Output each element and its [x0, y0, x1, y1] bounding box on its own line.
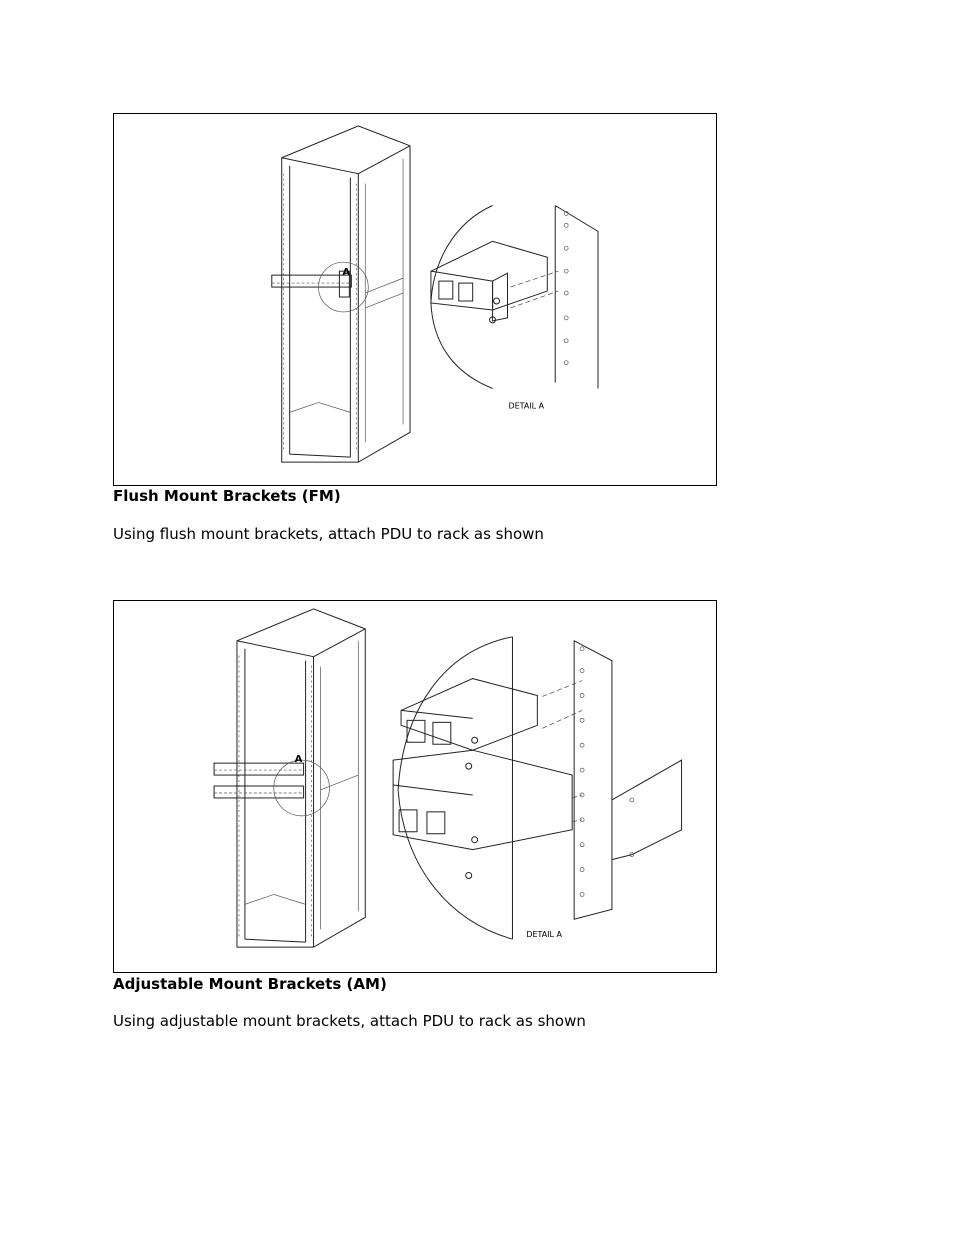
pdu-unit	[272, 262, 368, 312]
adjustable-mount-illustration	[114, 601, 716, 972]
figure-description: Using adjustable mount brackets, attach PDU to rack as shown	[113, 1012, 586, 1030]
detail-label: DETAIL A	[508, 401, 545, 411]
pdu-units	[214, 754, 329, 816]
callout-label: A	[342, 267, 351, 279]
detail-a-view	[431, 206, 598, 411]
flush-mount-diagram	[113, 113, 717, 486]
callout-label: A	[294, 754, 303, 766]
adjustable-mount-diagram	[113, 600, 717, 973]
figure-caption: Adjustable Mount Brackets (AM)	[113, 975, 387, 993]
figure-caption: Flush Mount Brackets (FM)	[113, 487, 341, 505]
rack-cabinet	[237, 609, 365, 947]
detail-label: DETAIL A	[526, 930, 562, 940]
detail-a-view	[393, 637, 681, 939]
rack-cabinet	[282, 126, 410, 462]
flush-mount-illustration	[114, 114, 716, 485]
figure-description: Using flush mount brackets, attach PDU to rack as shown	[113, 525, 544, 543]
